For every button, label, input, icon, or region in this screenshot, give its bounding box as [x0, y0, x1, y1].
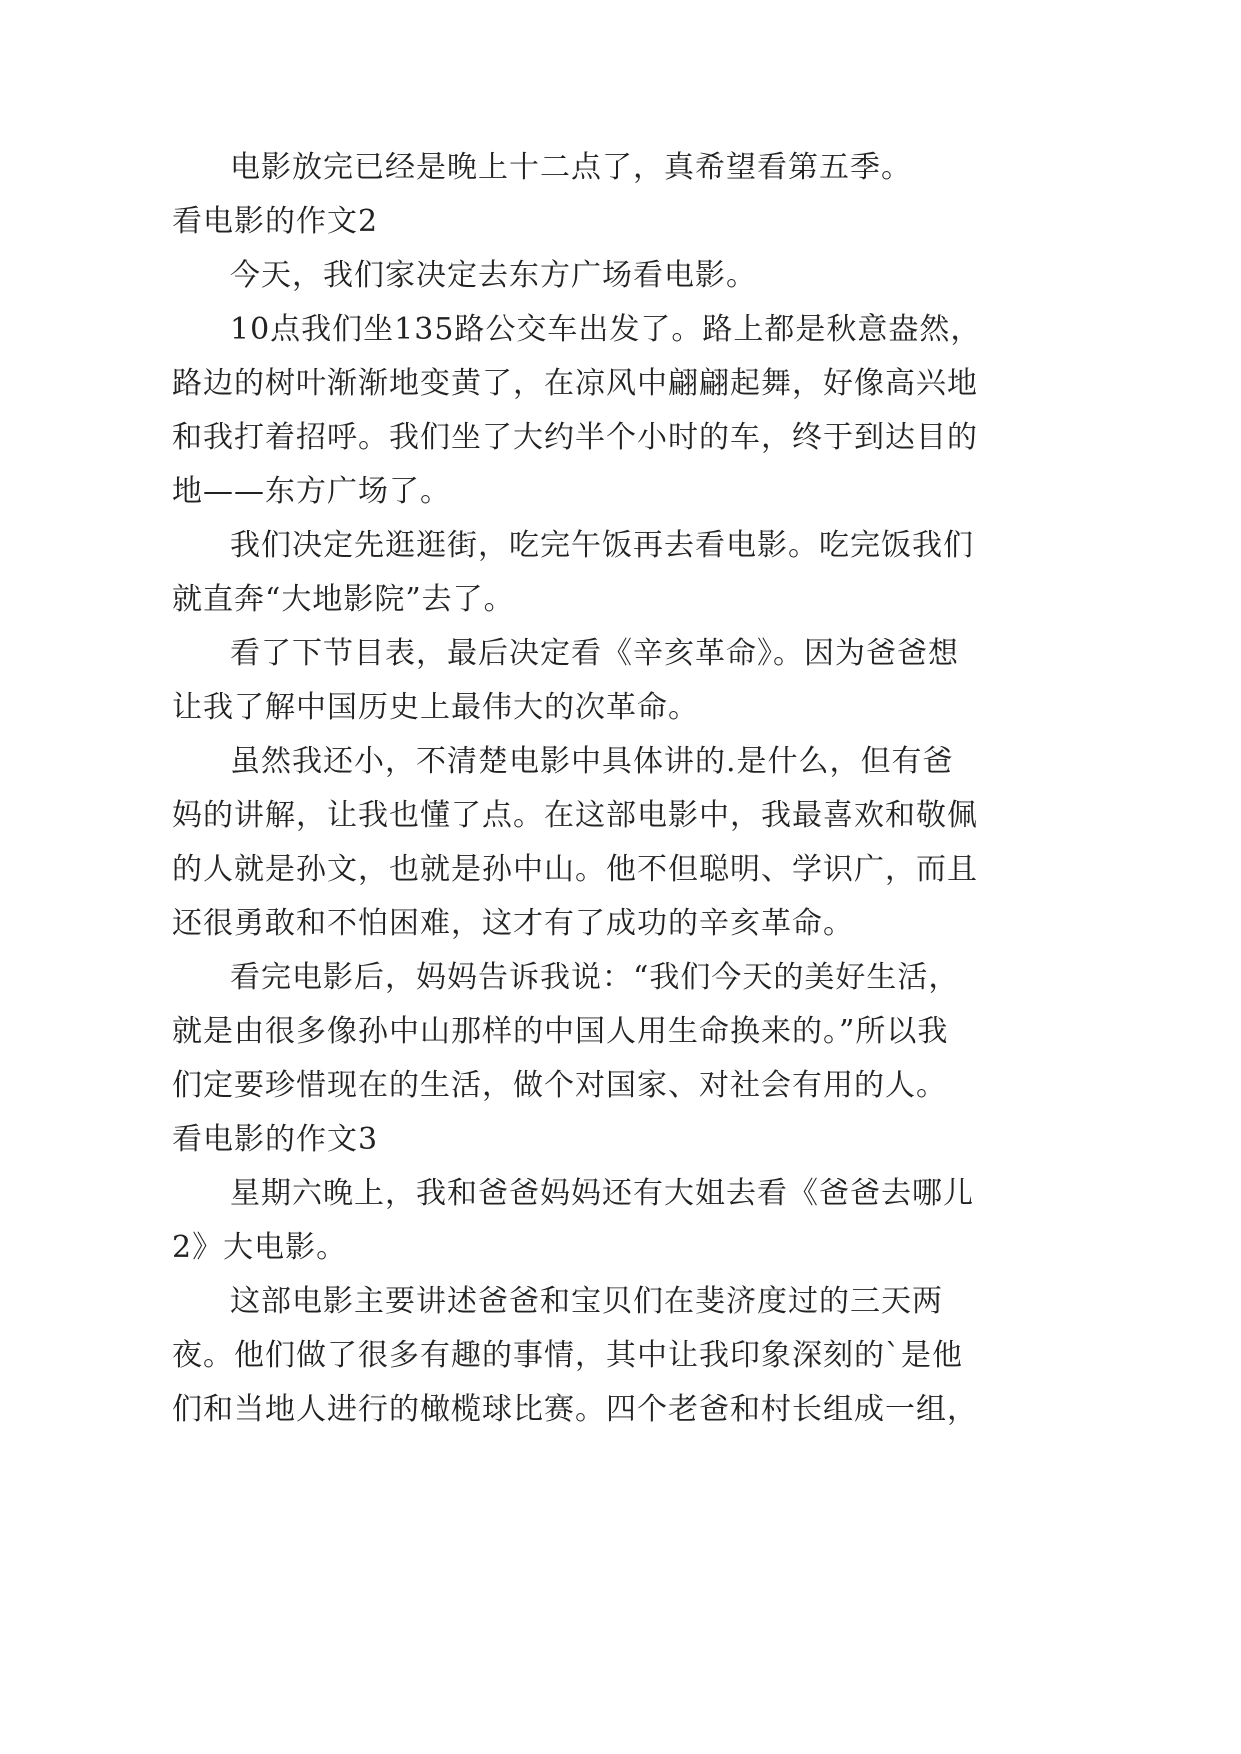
paragraph-line: 看了下节目表，最后决定看《辛亥革命》。因为爸爸想 [230, 636, 959, 671]
section-heading: 看电影的作文2 [172, 204, 379, 239]
paragraph-line: 我们决定先逛逛街，吃完午饭再去看电影。吃完饭我们 [230, 528, 974, 563]
paragraph-line: 让我了解中国历史上最伟大的次革命。 [172, 690, 699, 725]
paragraph-line: 这部电影主要讲述爸爸和宝贝们在斐济度过的三天两 [230, 1284, 943, 1319]
section-heading: 看电影的作文3 [172, 1122, 379, 1157]
paragraph-line: 们和当地人进行的橄榄球比赛。四个老爸和村长组成一组， [172, 1392, 978, 1427]
paragraph-line: 电影放完已经是晚上十二点了，真希望看第五季。 [230, 150, 912, 185]
paragraph-line: 就直奔“大地影院”去了。 [172, 582, 515, 617]
paragraph-line: 的人就是孙文，也就是孙中山。他不但聪明、学识广，而且 [172, 852, 978, 887]
paragraph-line: 10点我们坐135路公交车出发了。路上都是秋意盎然， [230, 312, 982, 347]
paragraph-line: 看完电影后，妈妈告诉我说：“我们今天的美好生活， [230, 960, 960, 995]
paragraph-line: 今天，我们家决定去东方广场看电影。 [230, 258, 757, 293]
paragraph-line: 地——东方广场了。 [172, 474, 451, 509]
paragraph-line: 们定要珍惜现在的生活，做个对国家、对社会有用的人。 [172, 1068, 947, 1103]
paragraph-line: 2》大电影。 [172, 1230, 348, 1265]
paragraph-line: 妈的讲解，让我也懂了点。在这部电影中，我最喜欢和敬佩 [172, 798, 978, 833]
paragraph-line: 虽然我还小，不清楚电影中具体讲的.是什么，但有爸 [230, 744, 954, 779]
paragraph-line: 还很勇敢和不怕困难，这才有了成功的辛亥革命。 [172, 906, 854, 941]
paragraph-line: 和我打着招呼。我们坐了大约半个小时的车，终于到达目的 [172, 420, 978, 455]
paragraph-line: 夜。他们做了很多有趣的事情，其中让我印象深刻的`是他 [172, 1338, 963, 1373]
paragraph-line: 星期六晚上，我和爸爸妈妈还有大姐去看《爸爸去哪儿 [230, 1176, 974, 1211]
paragraph-line: 路边的树叶渐渐地变黄了，在凉风中翩翩起舞，好像高兴地 [172, 366, 978, 401]
paragraph-line: 就是由很多像孙中山那样的中国人用生命换来的。”所以我 [172, 1014, 949, 1049]
